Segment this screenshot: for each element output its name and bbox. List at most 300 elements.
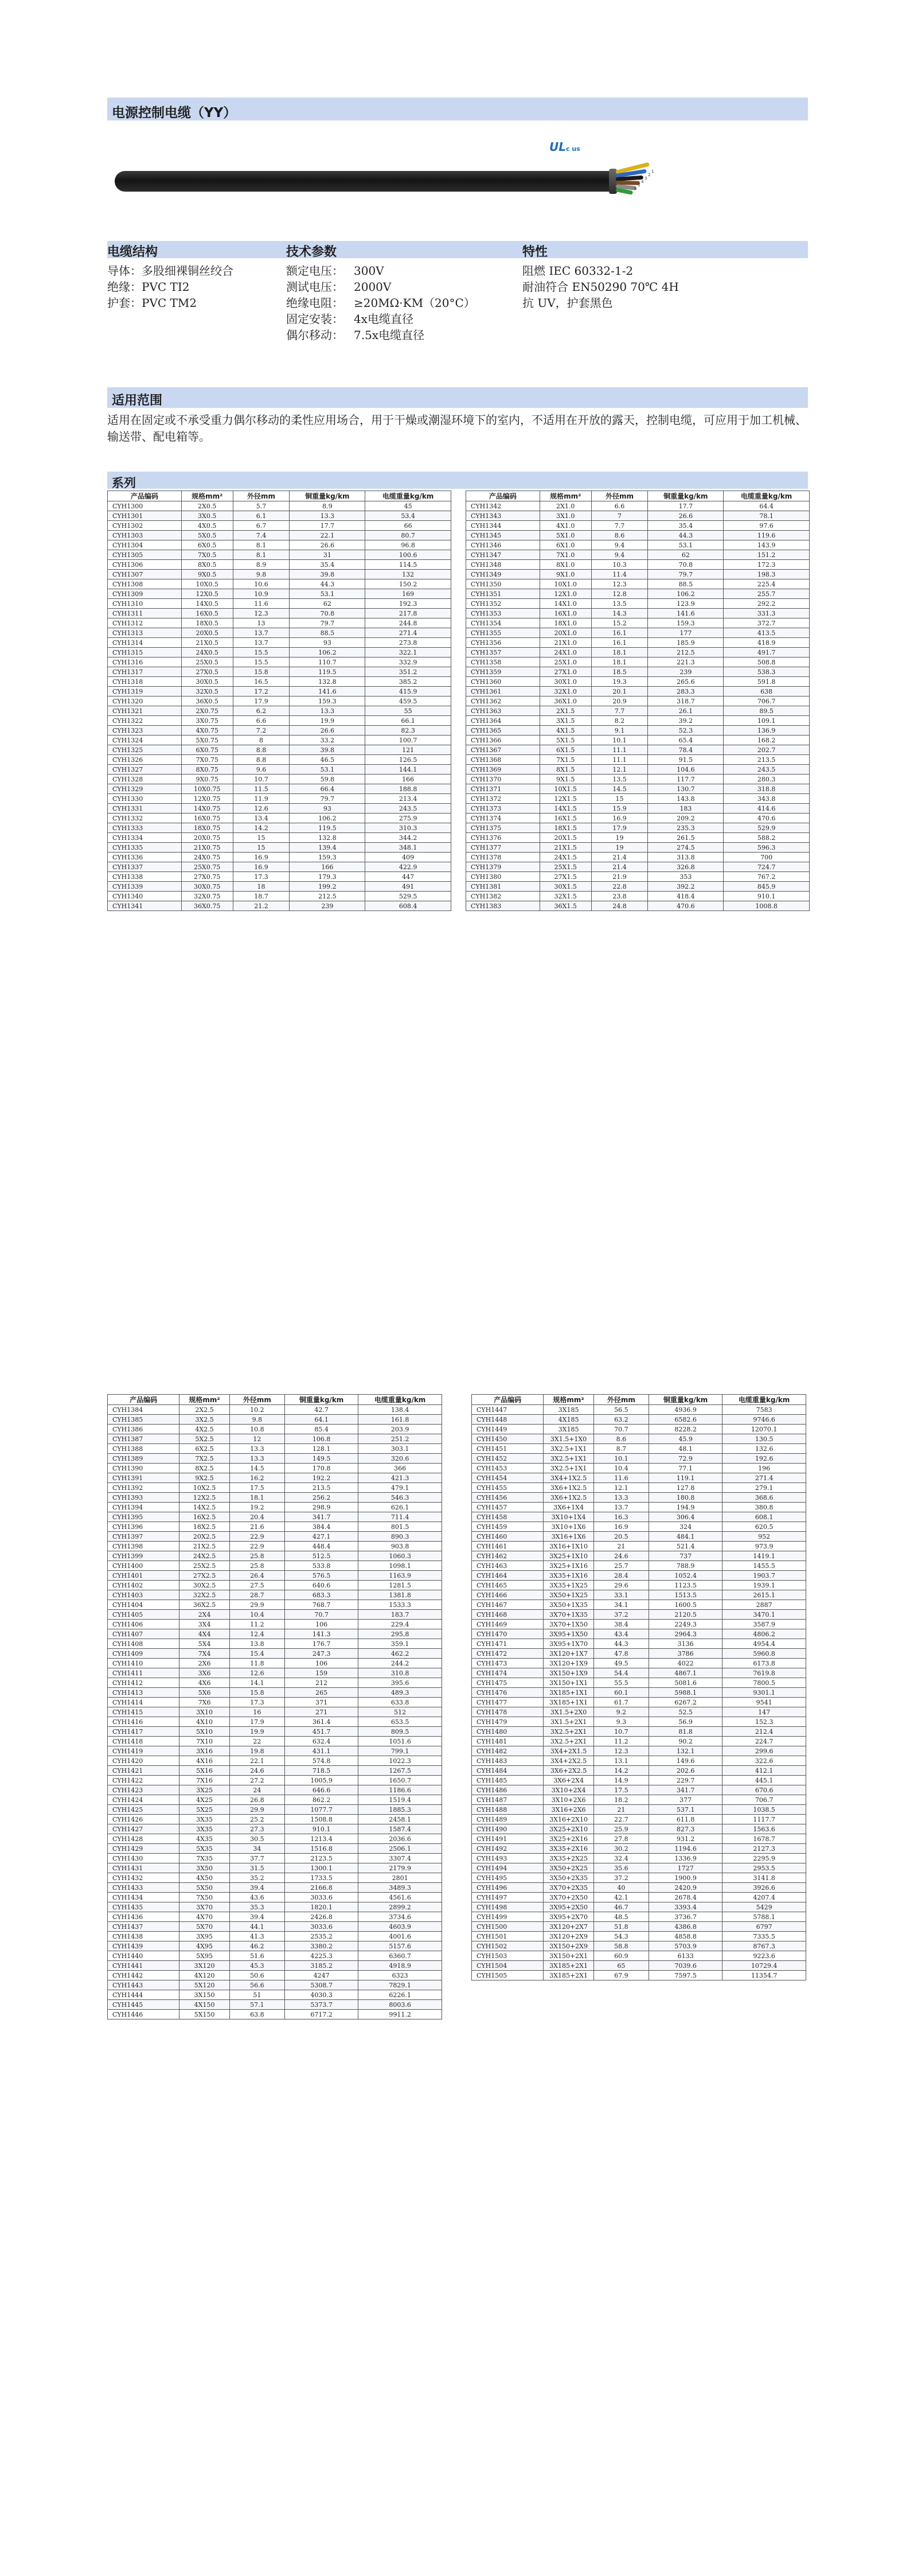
table-cell: 25.8 bbox=[229, 1561, 284, 1571]
table-cell: 1513.5 bbox=[649, 1590, 722, 1600]
table-cell: CYH1308 bbox=[108, 579, 182, 589]
table-cell: CYH1409 bbox=[108, 1649, 179, 1659]
table-cell: 14.9 bbox=[593, 1776, 649, 1785]
table-cell: 4X50 bbox=[179, 1873, 229, 1883]
table-cell: 479.1 bbox=[358, 1483, 442, 1493]
table-cell: 51.8 bbox=[593, 1922, 649, 1932]
table-cell: 2899.2 bbox=[358, 1902, 442, 1912]
table-row bbox=[108, 765, 451, 775]
table-cell: 3X6+1X4 bbox=[544, 1503, 593, 1512]
table-cell: 106.2 bbox=[648, 589, 724, 599]
table-cell: 20X1.0 bbox=[540, 628, 591, 638]
table-header-cell: 外径mm bbox=[229, 1395, 284, 1405]
table-cell: 2036.6 bbox=[358, 1834, 442, 1844]
table-cell: 3X95+2X50 bbox=[544, 1902, 593, 1912]
table-cell: CYH1357 bbox=[466, 648, 540, 657]
table-cell: CYH1327 bbox=[108, 765, 182, 775]
table-cell: CYH1485 bbox=[472, 1776, 544, 1785]
table-cell: 39.8 bbox=[290, 745, 365, 755]
table-cell: 159 bbox=[284, 1668, 358, 1678]
table-cell: 48.1 bbox=[649, 1444, 722, 1454]
table-cell: CYH1350 bbox=[466, 579, 540, 589]
table-cell: 3X95+2X70 bbox=[544, 1912, 593, 1922]
table-cell: 16.9 bbox=[233, 862, 290, 872]
table-cell: 22.9 bbox=[229, 1532, 284, 1542]
table-cell: CYH1477 bbox=[472, 1698, 544, 1707]
table-cell: CYH1464 bbox=[472, 1571, 544, 1581]
table-cell: 3X70+1X35 bbox=[544, 1610, 593, 1620]
table-cell: CYH1322 bbox=[108, 716, 182, 726]
table-cell: 63.2 bbox=[593, 1415, 649, 1425]
table-cell: CYH1497 bbox=[472, 1893, 544, 1902]
table-cell: 27X0.5 bbox=[181, 667, 233, 677]
table-cell: 132.6 bbox=[722, 1444, 806, 1454]
table-cell: 31.5 bbox=[229, 1863, 284, 1873]
table-row bbox=[466, 531, 810, 540]
cable-core-label: 3 bbox=[645, 176, 647, 181]
table-cell: 322.6 bbox=[722, 1756, 806, 1766]
table-cell: CYH1432 bbox=[108, 1873, 179, 1883]
table-cell: CYH1489 bbox=[472, 1815, 544, 1824]
table-cell: 15 bbox=[591, 794, 648, 804]
table-header-cell: 电缆重量kg/km bbox=[724, 491, 810, 501]
table-row bbox=[472, 1805, 806, 1815]
table-row bbox=[472, 1893, 806, 1902]
table-row bbox=[108, 560, 451, 570]
table-row bbox=[108, 589, 451, 599]
table-cell: 85.4 bbox=[284, 1425, 358, 1434]
table-cell: 11.8 bbox=[229, 1659, 284, 1668]
table-cell: 952 bbox=[722, 1532, 806, 1542]
table-cell: 21.4 bbox=[591, 853, 648, 862]
table-cell: 5081.6 bbox=[649, 1678, 722, 1688]
table-cell: 6X2.5 bbox=[179, 1444, 229, 1454]
table-cell: 179.3 bbox=[290, 872, 365, 882]
table-row bbox=[472, 1815, 806, 1824]
table-cell: CYH1373 bbox=[466, 804, 540, 814]
table-cell: CYH1305 bbox=[108, 550, 182, 560]
table-cell: CYH1392 bbox=[108, 1483, 179, 1493]
table-cell: 20X0.5 bbox=[181, 628, 233, 638]
table-header-cell: 铜重量kg/km bbox=[284, 1395, 358, 1405]
table-cell: 10.4 bbox=[229, 1610, 284, 1620]
table-cell: 6267.2 bbox=[649, 1698, 722, 1707]
table-cell: 66 bbox=[365, 521, 451, 531]
table-row bbox=[108, 1551, 442, 1561]
table-header-cell: 电缆重量kg/km bbox=[358, 1395, 442, 1405]
table-cell: 341.7 bbox=[284, 1512, 358, 1522]
table-row bbox=[108, 540, 451, 550]
table-cell: 3X4+1X2.5 bbox=[544, 1473, 593, 1483]
table-cell: 19.2 bbox=[229, 1503, 284, 1512]
table-cell: CYH1335 bbox=[108, 843, 182, 853]
table-row bbox=[472, 1639, 806, 1649]
table-cell: CYH1467 bbox=[472, 1600, 544, 1610]
table-cell: 194.9 bbox=[649, 1503, 722, 1512]
table-cell: 12070.1 bbox=[722, 1425, 806, 1434]
table-cell: CYH1473 bbox=[472, 1659, 544, 1668]
table-cell: 46.7 bbox=[593, 1902, 649, 1912]
table-cell: 1381.8 bbox=[358, 1590, 442, 1600]
table-cell: 1077.7 bbox=[284, 1805, 358, 1815]
table-cell: 799.1 bbox=[358, 1746, 442, 1756]
table-cell: 3X16+1X6 bbox=[544, 1532, 593, 1542]
table-cell: 159.3 bbox=[290, 696, 365, 706]
table-cell: 22.8 bbox=[591, 882, 648, 892]
table-cell: 4X6 bbox=[179, 1678, 229, 1688]
table-row bbox=[472, 1620, 806, 1629]
table-cell: 17.5 bbox=[229, 1483, 284, 1493]
table-cell: 415.9 bbox=[365, 687, 451, 696]
table-cell: 27X1.5 bbox=[540, 872, 591, 882]
table-cell: CYH1346 bbox=[466, 540, 540, 550]
table-cell: 12.4 bbox=[229, 1629, 284, 1639]
table-row bbox=[108, 1639, 442, 1649]
table-cell: 3736.7 bbox=[649, 1912, 722, 1922]
table-cell: 3X2.5+2X1 bbox=[544, 1737, 593, 1746]
table-row bbox=[472, 1532, 806, 1542]
table-cell: 12.8 bbox=[591, 589, 648, 599]
table-cell: 143.9 bbox=[724, 540, 810, 550]
table-cell: 512.5 bbox=[284, 1551, 358, 1561]
table-row bbox=[472, 1834, 806, 1844]
table-cell: 1678.7 bbox=[722, 1834, 806, 1844]
table-cell: CYH1479 bbox=[472, 1717, 544, 1727]
table-cell: 11.5 bbox=[233, 784, 290, 794]
table-cell: 7X0.5 bbox=[181, 550, 233, 560]
table-cell: 11.1 bbox=[591, 755, 648, 765]
table-cell: 366 bbox=[358, 1464, 442, 1473]
table-cell: 361.4 bbox=[284, 1717, 358, 1727]
table-row bbox=[472, 1600, 806, 1610]
table-cell: 42.1 bbox=[593, 1893, 649, 1902]
table-cell: 24X2.5 bbox=[179, 1551, 229, 1561]
table-cell: 3X185+2X1 bbox=[544, 1961, 593, 1971]
table-cell: 106 bbox=[284, 1659, 358, 1668]
table-cell: 3X50+2X25 bbox=[544, 1863, 593, 1873]
table-cell: 9X1.5 bbox=[540, 775, 591, 784]
table-row bbox=[466, 823, 810, 833]
table-cell: 34 bbox=[229, 1844, 284, 1854]
table-cell: CYH1381 bbox=[466, 882, 540, 892]
table-cell: 11.9 bbox=[233, 794, 290, 804]
table-cell: 32X1.5 bbox=[540, 892, 591, 901]
table-cell: CYH1411 bbox=[108, 1668, 179, 1678]
table-cell: 318.8 bbox=[724, 784, 810, 794]
table-cell: 35.2 bbox=[229, 1873, 284, 1883]
table-row bbox=[466, 521, 810, 531]
table-cell: 413.5 bbox=[724, 628, 810, 638]
table-cell: 1060.3 bbox=[358, 1551, 442, 1561]
table-cell: CYH1375 bbox=[466, 823, 540, 833]
table-cell: 538.3 bbox=[724, 667, 810, 677]
table-row bbox=[472, 1571, 806, 1581]
table-cell: 4X1.5 bbox=[540, 726, 591, 736]
table-row bbox=[108, 1629, 442, 1639]
table-cell: 119.6 bbox=[724, 531, 810, 540]
table-row bbox=[108, 736, 451, 745]
table-row bbox=[108, 1649, 442, 1659]
table-cell: CYH1413 bbox=[108, 1688, 179, 1698]
table-row bbox=[466, 550, 810, 560]
table-cell: 20X1.5 bbox=[540, 833, 591, 843]
table-row bbox=[108, 1444, 442, 1454]
table-cell: 4X120 bbox=[179, 1971, 229, 1980]
table-cell: 10.6 bbox=[233, 579, 290, 589]
table-cell: 7829.1 bbox=[358, 1980, 442, 1990]
table-row bbox=[472, 1698, 806, 1707]
table-row bbox=[466, 648, 810, 657]
table-cell: 380.8 bbox=[722, 1503, 806, 1512]
table-cell: 176.7 bbox=[284, 1639, 358, 1649]
table-cell: 141.6 bbox=[648, 609, 724, 618]
table-cell: 212.4 bbox=[722, 1727, 806, 1737]
table-cell: 3X70+1X50 bbox=[544, 1620, 593, 1629]
table-cell: 1727 bbox=[649, 1863, 722, 1873]
table-cell: 30X1.0 bbox=[540, 677, 591, 687]
table-cell: 409 bbox=[365, 853, 451, 862]
table-cell: 13.5 bbox=[591, 775, 648, 784]
table-cell: 12X0.75 bbox=[181, 794, 233, 804]
table-cell: 3X150+2X1 bbox=[544, 1951, 593, 1961]
table-cell: 44.1 bbox=[229, 1922, 284, 1932]
table-row bbox=[108, 1932, 442, 1941]
table-cell: 1733.5 bbox=[284, 1873, 358, 1883]
table-row bbox=[472, 1922, 806, 1932]
table-cell: CYH1304 bbox=[108, 540, 182, 550]
table-cell: 706.7 bbox=[724, 696, 810, 706]
table-row bbox=[108, 775, 451, 784]
table-header-cell: 外径mm bbox=[233, 491, 290, 501]
table-row bbox=[466, 667, 810, 677]
spec-band bbox=[107, 241, 808, 258]
table-cell: 10.4 bbox=[593, 1464, 649, 1473]
table-row bbox=[466, 794, 810, 804]
table-cell: 26.4 bbox=[229, 1571, 284, 1581]
table-cell: 5X95 bbox=[179, 1951, 229, 1961]
table-cell: CYH1444 bbox=[108, 1990, 179, 2000]
table-cell: 7X2.5 bbox=[179, 1454, 229, 1464]
table-cell: 16.3 bbox=[593, 1512, 649, 1522]
table-row bbox=[108, 618, 451, 628]
table-cell: 6.1 bbox=[233, 511, 290, 521]
table-cell: 3X185+1X1 bbox=[544, 1698, 593, 1707]
table-cell: 132 bbox=[365, 570, 451, 579]
table-cell: 221.3 bbox=[648, 657, 724, 667]
table-cell: 39.8 bbox=[290, 570, 365, 579]
table-cell: 447 bbox=[365, 872, 451, 882]
table-cell: 45.9 bbox=[649, 1434, 722, 1444]
table-cell: 10X0.75 bbox=[181, 784, 233, 794]
table-cell: 65.4 bbox=[648, 736, 724, 745]
table-cell: 3X2.5 bbox=[179, 1415, 229, 1425]
table-row bbox=[108, 882, 451, 892]
table-cell: 119.1 bbox=[649, 1473, 722, 1483]
table-cell: 15.9 bbox=[591, 804, 648, 814]
table-cell: 5.7 bbox=[233, 501, 290, 511]
table-cell: 56.6 bbox=[229, 1980, 284, 1990]
table-row bbox=[472, 1707, 806, 1717]
table-cell: CYH1431 bbox=[108, 1863, 179, 1873]
table-cell: 459.5 bbox=[365, 696, 451, 706]
table-cell: 33.2 bbox=[290, 736, 365, 745]
table-cell: CYH1459 bbox=[472, 1522, 544, 1532]
table-cell: 106.8 bbox=[284, 1434, 358, 1444]
table-cell: 36X1.0 bbox=[540, 696, 591, 706]
table-row bbox=[108, 1776, 442, 1785]
table-row bbox=[472, 1766, 806, 1776]
table-cell: 24X0.5 bbox=[181, 648, 233, 657]
table-cell: CYH1491 bbox=[472, 1834, 544, 1844]
table-cell: 13.7 bbox=[593, 1503, 649, 1512]
table-cell: 15.4 bbox=[229, 1649, 284, 1659]
table-cell: 29.9 bbox=[229, 1600, 284, 1610]
table-cell: 4247 bbox=[284, 1971, 358, 1980]
table-cell: 9.8 bbox=[233, 570, 290, 579]
table-cell: 1186.6 bbox=[358, 1785, 442, 1795]
table-cell: 151.2 bbox=[724, 550, 810, 560]
table-cell: CYH1460 bbox=[472, 1532, 544, 1542]
table-cell: CYH1387 bbox=[108, 1434, 179, 1444]
table-cell: 6.6 bbox=[233, 716, 290, 726]
table-cell: 331.3 bbox=[724, 609, 810, 618]
table-row bbox=[472, 1844, 806, 1854]
table-cell: 845.9 bbox=[724, 882, 810, 892]
table-cell: 3X185+2X1 bbox=[544, 1971, 593, 1980]
table-cell: CYH1370 bbox=[466, 775, 540, 784]
table-cell: 2964.3 bbox=[649, 1629, 722, 1639]
table-cell: CYH1496 bbox=[472, 1883, 544, 1893]
table-cell: CYH1441 bbox=[108, 1961, 179, 1971]
table-cell: 33.1 bbox=[593, 1590, 649, 1600]
table-cell: 32X0.75 bbox=[181, 892, 233, 901]
table-row bbox=[466, 511, 810, 521]
table-cell: 10.7 bbox=[233, 775, 290, 784]
table-cell: 422.9 bbox=[365, 862, 451, 872]
table-row bbox=[466, 628, 810, 638]
table-cell: 42.7 bbox=[284, 1405, 358, 1415]
table-cell: 7X0.75 bbox=[181, 755, 233, 765]
table-cell: 18.1 bbox=[591, 657, 648, 667]
table-cell: 576.5 bbox=[284, 1571, 358, 1581]
table-cell: 12.3 bbox=[233, 609, 290, 618]
table-cell: 737 bbox=[649, 1551, 722, 1561]
table-cell: CYH1439 bbox=[108, 1941, 179, 1951]
table-cell: CYH1463 bbox=[472, 1561, 544, 1571]
table-row bbox=[108, 579, 451, 589]
table-cell: CYH1493 bbox=[472, 1854, 544, 1863]
table-cell: 110.7 bbox=[290, 657, 365, 667]
table-cell: 418.4 bbox=[648, 892, 724, 901]
table-row bbox=[108, 1425, 442, 1434]
table-cell: 168.2 bbox=[724, 736, 810, 745]
table-cell: CYH1480 bbox=[472, 1727, 544, 1737]
table-cell: CYH1423 bbox=[108, 1785, 179, 1795]
table-cell: 3X95 bbox=[179, 1932, 229, 1941]
table-cell: 18.1 bbox=[229, 1493, 284, 1503]
table-cell: 322.1 bbox=[365, 648, 451, 657]
table-header-cell: 产品编码 bbox=[466, 491, 540, 501]
table-cell: 213.5 bbox=[284, 1483, 358, 1493]
table-cell: 36X0.5 bbox=[181, 696, 233, 706]
series-table-4 bbox=[471, 1394, 806, 1980]
table-cell: 45 bbox=[365, 501, 451, 511]
table-cell: 6X0.75 bbox=[181, 745, 233, 755]
table-cell: CYH1307 bbox=[108, 570, 182, 579]
table-row bbox=[108, 1737, 442, 1746]
table-cell: 7X4 bbox=[179, 1649, 229, 1659]
table-cell: 801.5 bbox=[358, 1522, 442, 1532]
table-row bbox=[472, 1425, 806, 1434]
table-cell: 4X10 bbox=[179, 1717, 229, 1727]
table-header-cell: 规格mm² bbox=[540, 491, 591, 501]
table-cell: 17.5 bbox=[593, 1785, 649, 1795]
table-cell: 2249.3 bbox=[649, 1620, 722, 1629]
table-cell: 653.5 bbox=[358, 1717, 442, 1727]
table-cell: 862.2 bbox=[284, 1795, 358, 1805]
table-row bbox=[472, 1581, 806, 1590]
table-cell: 127.8 bbox=[649, 1483, 722, 1493]
table-row bbox=[472, 1512, 806, 1522]
table-row bbox=[466, 540, 810, 550]
table-cell: CYH1399 bbox=[108, 1551, 179, 1561]
table-cell: 3X35+1X16 bbox=[544, 1571, 593, 1581]
table-cell: 9746.6 bbox=[722, 1415, 806, 1425]
table-cell: 6X0.5 bbox=[181, 540, 233, 550]
table-cell: 1903.7 bbox=[722, 1571, 806, 1581]
structure-heading: 电缆结构 bbox=[107, 245, 158, 259]
table-cell: 38.4 bbox=[593, 1620, 649, 1629]
table-cell: 279.1 bbox=[722, 1483, 806, 1493]
table-row bbox=[466, 862, 810, 872]
table-cell: CYH1465 bbox=[472, 1581, 544, 1590]
table-cell: 37.7 bbox=[229, 1854, 284, 1863]
table-cell: 23.8 bbox=[591, 892, 648, 901]
feature-row: 耐油符合 EN50290 70℃ 4H bbox=[522, 280, 679, 294]
table-cell: 4X0.75 bbox=[181, 726, 233, 736]
table-cell: CYH1345 bbox=[466, 531, 540, 540]
table-cell: 166 bbox=[365, 775, 451, 784]
table-cell: 3X50+1X35 bbox=[544, 1600, 593, 1610]
table-cell: CYH1303 bbox=[108, 531, 182, 540]
table-cell: 343.8 bbox=[724, 794, 810, 804]
table-cell: 46.2 bbox=[229, 1941, 284, 1951]
table-cell: CYH1367 bbox=[466, 745, 540, 755]
table-row bbox=[472, 1542, 806, 1551]
table-cell: 3X2.5+1X1 bbox=[544, 1454, 593, 1464]
table-cell: CYH1377 bbox=[466, 843, 540, 853]
table-row bbox=[108, 716, 451, 726]
table-cell: 788.9 bbox=[649, 1561, 722, 1571]
table-cell: CYH1348 bbox=[466, 560, 540, 570]
table-cell: 192.2 bbox=[284, 1473, 358, 1483]
table-cell: 225.4 bbox=[724, 579, 810, 589]
table-cell: CYH1352 bbox=[466, 599, 540, 609]
table-cell: 13.1 bbox=[593, 1756, 649, 1766]
table-cell: 244.2 bbox=[358, 1659, 442, 1668]
table-cell: 11.2 bbox=[229, 1620, 284, 1629]
table-cell: 96.8 bbox=[365, 540, 451, 550]
table-cell: 52.3 bbox=[648, 726, 724, 736]
table-row bbox=[108, 1483, 442, 1493]
table-row bbox=[472, 1863, 806, 1873]
table-cell: 132.8 bbox=[290, 833, 365, 843]
table-cell: 8 bbox=[233, 736, 290, 745]
table-cell: 16.9 bbox=[593, 1522, 649, 1532]
table-cell: 8003.6 bbox=[358, 2000, 442, 2010]
table-row bbox=[472, 1824, 806, 1834]
table-cell: 632.4 bbox=[284, 1737, 358, 1746]
